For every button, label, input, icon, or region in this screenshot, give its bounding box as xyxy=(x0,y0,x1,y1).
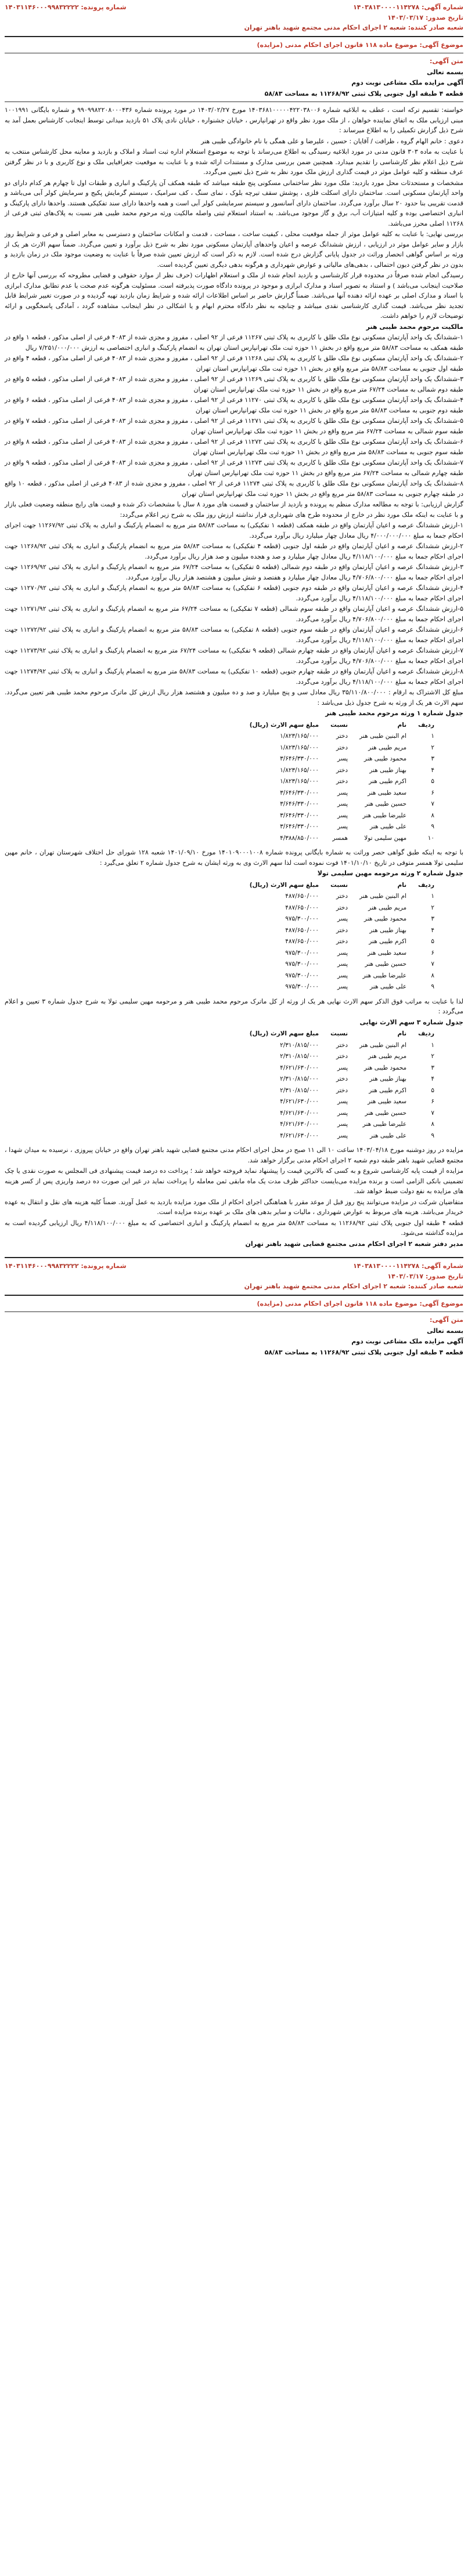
text-label: متن آگهی: xyxy=(430,57,463,65)
closing-paragraph-3: متقاضیان شرکت در مزایده می‌توانند پنج روز قبل از موعد مقرر با هماهنگی اجرای احکام از ملک مورد مزایده بازدید به عمل آورند. ضمناً کلیه هزینه های نقل و انتقال به عهده خریدار می‌باشد. هزینه های مربوط به عوارض شهرداری ، مالیات و سایر بدهی های ملک بر عهده برنده مزایده است. xyxy=(5,1198,463,1216)
table-cell: ۱ xyxy=(431,733,434,740)
col-header: نسبت xyxy=(330,721,348,729)
table-cell: دختر xyxy=(336,1053,348,1060)
table-cell: مریم طیبی هنر xyxy=(368,1053,407,1060)
issuer-value: شعبه ۲ اجرای احکام مدنی مجتمع شهید باهنر تهران xyxy=(244,24,406,31)
closing-paragraph-4: قطعه ۴ طبقه اول جنوبی پلاک ثبتی ۱۱۲۶۸/۹۲ به مساحت ۵۸/۸۳ متر مربع به انضمام پارکینگ و انباری اختصاصی که به مبلغ ۴/۱۱۸/۱۰۰/۰۰۰ ریال ارزیابی گردیده است به مزایده گذاشته می‌شود. xyxy=(5,1219,463,1237)
heirs-table-2 xyxy=(244,880,440,993)
table-cell: مریم طیبی هنر xyxy=(368,904,407,911)
closing-paragraph-1: مزایده در روز دوشنبه مورخ ۱۴۰۳/۰۴/۱۸ ساعت ۱۰ الی ۱۱ صبح در محل اجرای احکام مدنی مجتمع قضایی شهید باهنر تهران واقع در خیابان پیروزی ، نرسیده به میدان شهدا ، مجتمع قضایی شهید باهنر طبقه دوم شعبه ۲ اجرای احکام مدنی برگزار خواهد شد. xyxy=(5,1146,463,1164)
table3-title: جدول شماره ۳ سهم الارث نهایی xyxy=(359,1018,463,1026)
table-cell: دختر xyxy=(336,938,348,945)
footer-case-number-label: شماره پرونده: xyxy=(81,1262,127,1270)
valuation-item: ۶-ارزش ششدانگ عرصه و اعیان آپارتمان واقع در طبقه سوم جنوبی (قطعه ۸ تفکیکی) به مساحت ۵۸/۸۳ متر مربع به انضمام پارکینگ و انباری به پلاک ثبتی ۱۱۲۷۲/۹۲ جهت اجرای احکام جمعا به مبلغ ۴/۱۱۸/۱۰۰/۰۰۰ ریال برآورد می‌گردد. xyxy=(5,626,464,644)
table-row xyxy=(244,731,440,742)
valuation-item: ۳-ارزش ششدانگ عرصه و اعیان آپارتمان واقع در طبقه دوم شمالی (قطعه ۵ تفکیکی) به مساحت ۶۷/۲۴ متر مربع به انضمام پارکینگ و انباری به پلاک ثبتی ۱۱۲۶۹/۹۲ جهت اجرای احکام جمعا به مبلغ ۴/۷۰۶/۸۰۰/۰۰۰ ریال معادل چهار میلیارد و هفتصد و شش میلیون و هشتصد هزار ریال برآورد می‌گردد. xyxy=(5,563,463,581)
estate-note: مبلغ کل الاشتراک به ارقام : ۳۵/۱۱۰/۸۰۰/۰۰۰ ریال معادل سی و پنج میلیارد و صد و ده میلیون و هشتصد هزار ریال ارزش کل ماترک مرحوم محمد طیبی هنر تعیین می‌گردد. سهم الارث هر یک از ورثه به شرح جدول ذیل می‌باشد : xyxy=(5,689,464,707)
table-row xyxy=(244,1119,440,1131)
table-cell: اکرم طیبی هنر xyxy=(369,1086,407,1094)
table2-body xyxy=(244,891,440,993)
footer-topic-divider xyxy=(5,1311,463,1312)
issue-date-row xyxy=(5,13,463,23)
table-row xyxy=(244,833,440,845)
valuation-item: ۷-ارزش ششدانگ عرصه و اعیان آپارتمان واقع در طبقه چهارم شمالی (قطعه ۹ تفکیکی) به مساحت ۶۷/۲۴ متر مربع به انضمام پارکینگ و انباری به پلاک ثبتی ۱۱۲۷۳/۹۲ جهت اجرای احکام جمعا به مبلغ ۴/۷۰۶/۸۰۰/۰۰۰ ریال برآورد می‌گردد. xyxy=(5,647,463,665)
footer-ad-number-label: شماره آگهی: xyxy=(422,1262,463,1270)
table-cell: ۸ xyxy=(431,1121,434,1128)
heirs-table-3 xyxy=(244,1028,440,1142)
table-cell: بهناز طیبی هنر xyxy=(369,1075,407,1082)
table-row xyxy=(244,788,440,799)
table-cell: پسر xyxy=(337,1064,348,1071)
table-cell: دختر xyxy=(336,733,348,740)
footer-divider xyxy=(5,1257,463,1258)
table-cell: ۱/۸۲۳/۱۶۵/۰۰۰ xyxy=(280,744,319,751)
table-cell: اکرم طیبی هنر xyxy=(369,778,407,785)
table-cell: ۹۷۵/۳۰۰/۰۰۰ xyxy=(285,983,319,990)
table-row xyxy=(244,742,440,754)
issuer-row xyxy=(5,23,463,33)
table-cell: علی طیبی هنر xyxy=(369,983,407,990)
footer-ad-number-row xyxy=(5,1261,463,1271)
table-row xyxy=(244,1085,440,1097)
table-row xyxy=(244,1051,440,1063)
issue-date-label: تاریخ صدور: xyxy=(425,13,463,21)
table-cell: ۴/۶۲۱/۶۳۰/۰۰۰ xyxy=(280,1121,319,1128)
table-cell: محمود طیبی هنر xyxy=(363,1064,407,1071)
col-header: ردیف xyxy=(418,721,434,729)
table-header-row xyxy=(244,720,440,731)
table-cell: ۲/۳۱۰/۸۱۵/۰۰۰ xyxy=(280,1041,319,1049)
table-row xyxy=(244,1096,440,1108)
table-cell: ۳/۶۴۶/۳۳۰/۰۰۰ xyxy=(280,811,319,819)
table-cell: ۲ xyxy=(431,744,434,751)
footer-issuer-label: شعبه صادر کننده: xyxy=(408,1282,463,1290)
unit-item: ۵-ششدانگ یک واحد آپارتمان مسکونی نوع ملک طلق با کاربری به پلاک ثبتی ۱۱۲۷۱ فرعی از ۹۲ اصلی ، مفروز و مجزی شده از ۴۰۸۳ فرعی از اصلی مذکور ، قطعه ۷ واقع در طبقه سوم شمالی به مساحت ۶۷/۲۴ متر مربع واقع در بخش ۱۱ حوزه ثبت ملک تهرانپارس استان تهران xyxy=(5,417,463,435)
footer-bism: بسمه تعالی xyxy=(427,1327,463,1335)
table-cell: ۳/۶۴۶/۳۳۰/۰۰۰ xyxy=(280,823,319,830)
table-cell: ۳/۶۴۶/۳۳۰/۰۰۰ xyxy=(280,755,319,762)
table-cell: علی طیبی هنر xyxy=(369,1132,407,1139)
table-cell: سعید طیبی هنر xyxy=(367,789,407,796)
table-cell: مهین سلیمی تولا xyxy=(364,834,407,842)
table-row xyxy=(244,1131,440,1142)
report-paragraph-1: با عنایت به ماده ۳۰۳ قانون مدنی در مورد ابلاغیه رسیدگی به اطلاع می‌رساند با توجه به موضوع استعلام اداره ثبت اسناد و املاک و بازدید و معاینه محل کارشناس منتخب به شرح ذیل اعلام نظر کارشناسی را تقدیم میدارد. همچنین ضمن بررسی مدارک و مستندات ارائه شده و با عنایت به موقعیت جغرافیایی ملک و نوع کاربری و با در نظر گرفتن عرف منطقه و کلیه عوامل موثر در قیمت گذاری ارزش ملک مورد نظر به شرح ذیل تعیین می‌گردد. xyxy=(5,148,463,176)
table-cell: حسین طیبی هنر xyxy=(365,961,407,968)
table-cell: ۴ xyxy=(431,766,434,774)
notice-subtitle: قطعه ۴ طبقه اول جنوبی پلاک ثبتی ۱۱۲۶۸/۹۲ به مساحت ۵۸/۸۳ xyxy=(264,89,463,97)
unit-item: ۱-ششدانگ یک واحد آپارتمان مسکونی نوع ملک طلق با کاربری به پلاک ثبتی ۱۱۲۶۷ فرعی از ۹۲ اصلی ، مفروز و مجزی شده از ۴۰۸۳ فرعی از اصلی مذکور ، قطعه ۱ واقع در طبقه همکف به مساحت ۵۸/۸۳ متر مربع واقع در بخش ۱۱ حوزه ثبت ملک تهرانپارس استان تهران به انضمام پارکینگ و انباری اختصاصی به ارزش ۷/۲۵۱/۰۰۰/۰۰۰ ریال xyxy=(5,334,463,352)
table-cell: پسر xyxy=(337,800,348,807)
parties-list: دعوی : خانم الهام گروه ، ظرافت / آقایان : حسین ، علیرضا و علی همگی با نام خانوادگی طیبی هنر xyxy=(201,137,463,145)
table-cell: ۱/۸۲۳/۱۶۵/۰۰۰ xyxy=(280,766,319,774)
valuation-intro: گزارش ارزیابی: با توجه به مطالعه مدارک منظم به پرونده و بازدید از ساختمان و قسمت های مورد ۸ سال با مشخصات ذکر شده و قیمت های رایج منطقه وضعیت فعلی بازار و با عنایت به اینکه ملک مورد نظر در خارج از محدوده طرح های شهرداری قرار نداشته ارزش روز ملک به شرح زیر اعلام می‌گردد: xyxy=(5,501,463,519)
col-header: مبلغ سهم الارث (ریال) xyxy=(249,881,319,889)
col-header: نام xyxy=(397,1030,407,1037)
table-cell: ۵ xyxy=(431,778,434,785)
issuer-label: شعبه صادر کننده: xyxy=(408,24,463,31)
table-cell: دختر xyxy=(336,1086,348,1094)
table-row xyxy=(244,948,440,959)
table-cell: ۱۰ xyxy=(427,834,434,842)
table-cell: دختر xyxy=(336,778,348,785)
table-row xyxy=(244,810,440,822)
table-cell: ام البنین طیبی هنر xyxy=(359,1041,407,1049)
table-cell: ۴ xyxy=(431,926,434,934)
table1-body xyxy=(244,731,440,844)
footer-subtitle: قطعه ۴ طبقه اول جنوبی پلاک ثبتی ۱۱۲۶۸/۹۲ به مساحت ۵۸/۸۳ xyxy=(264,1348,463,1356)
table-row xyxy=(244,1074,440,1085)
table-cell: ۷ xyxy=(431,961,434,968)
table-cell: ۳ xyxy=(431,915,434,922)
table-cell: دختر xyxy=(336,1041,348,1049)
table-cell: پسر xyxy=(337,789,348,796)
table-cell: پسر xyxy=(337,972,348,979)
ad-number-row xyxy=(5,2,463,13)
topic-line: موضوع آگهی: موضوع ماده ۱۱۸ قانون اجرای احکام مدنی (مزایده) xyxy=(257,41,463,49)
table-cell: اکرم طیبی هنر xyxy=(369,938,407,945)
header-divider xyxy=(5,36,463,37)
table-cell: سعید طیبی هنر xyxy=(367,949,407,957)
table-header-row xyxy=(244,1028,440,1040)
table-cell: ۲ xyxy=(431,1053,434,1060)
table-cell: پسر xyxy=(337,823,348,830)
table-row xyxy=(244,1040,440,1052)
table-cell: پسر xyxy=(337,949,348,957)
valuations-list xyxy=(5,520,463,687)
heirs-intro: مالکیت مرحوم محمد طیبی هنر xyxy=(366,323,463,331)
col-header: مبلغ سهم الارث (ریال) xyxy=(249,721,319,729)
table-cell: ۴۸۷/۶۵۰/۰۰۰ xyxy=(285,904,319,911)
table-cell: ۸ xyxy=(431,972,434,979)
table-cell: ۶ xyxy=(431,789,434,796)
table-cell: ۱ xyxy=(431,1041,434,1049)
table-cell: پسر xyxy=(337,983,348,990)
table-cell: دختر xyxy=(336,926,348,934)
table-row xyxy=(244,903,440,914)
table-cell: ۲/۳۱۰/۸۱۵/۰۰۰ xyxy=(280,1075,319,1082)
table-cell: ۹ xyxy=(431,823,434,830)
table-cell: ۹۷۵/۳۰۰/۰۰۰ xyxy=(285,961,319,968)
table-row xyxy=(244,925,440,937)
table-cell: ۵ xyxy=(431,938,434,945)
table-row xyxy=(244,821,440,833)
ad-number-label: شماره آگهی: xyxy=(422,3,463,11)
issue-date-value: ۱۴۰۳/۰۳/۱۷ xyxy=(387,13,424,21)
table-cell: ۳ xyxy=(431,755,434,762)
table-row xyxy=(244,799,440,810)
table-row xyxy=(244,776,440,788)
table-cell: پسر xyxy=(337,1098,348,1105)
table-row xyxy=(244,1108,440,1119)
table-cell: ۹۷۵/۳۰۰/۰۰۰ xyxy=(285,972,319,979)
table2-title: جدول شماره ۲ ورثه مرحومه مهین سلیمی تولا xyxy=(317,869,463,877)
valuation-item: ۴-ارزش ششدانگ عرصه و اعیان آپارتمان واقع در طبقه دوم جنوبی (قطعه ۶ تفکیکی) به مساحت ۵۸/۸۳ متر مربع به انضمام پارکینگ و انباری به پلاک ثبتی ۱۱۲۷۰/۹۲ جهت اجرای احکام جمعا به مبلغ ۴/۱۱۸/۱۰۰/۰۰۰ ریال برآورد می‌گردد. xyxy=(5,584,463,602)
table-cell: بهناز طیبی هنر xyxy=(369,926,407,934)
table-row xyxy=(244,1063,440,1074)
table-row xyxy=(244,981,440,993)
unit-item: ۳-ششدانگ یک واحد آپارتمان مسکونی نوع ملک طلق با کاربری به پلاک ثبتی ۱۱۲۶۹ فرعی از ۹۲ اصلی ، مفروز و مجزی شده از ۴۰۸۳ فرعی از اصلی مذکور ، قطعه ۵ واقع در طبقه دوم شمالی به مساحت ۶۷/۲۴ متر مربع واقع در بخش ۱۱ حوزه ثبت ملک تهرانپارس استان تهران xyxy=(5,375,463,393)
table-cell: ۴۸۷/۶۵۰/۰۰۰ xyxy=(285,893,319,900)
table-cell: دختر xyxy=(336,766,348,774)
table-cell: ۷ xyxy=(431,1109,434,1117)
table-cell: پسر xyxy=(337,755,348,762)
col-header: نام xyxy=(397,721,407,729)
valuation-item: ۱-ارزش ششدانگ عرصه و اعیان آپارتمان واقع در طبقه همکف (قطعه ۱ تفکیکی) به مساحت ۵۸/۸۳ متر مربع به انضمام پارکینگ و انباری به پلاک ثبتی ۱۱۲۶۷/۹۲ جهت اجرای احکام جمعا به مبلغ ۴/۰۰۰/۰۰۰/۰۰۰ ریال معادل چهار میلیارد ریال برآورد می‌گردد. xyxy=(5,521,463,539)
footer-ad-number-value: ۱۴۰۳۸۱۳۰۰۰۰۱۱۴۲۷۸ xyxy=(353,1262,420,1270)
table-row xyxy=(244,914,440,925)
summary-note: لذا با عنایت به مراتب فوق الذکر سهم الارث نهایی هر یک از ورثه از کل ماترک مرحوم محمد طیبی هنر و مرحومه مهین سلیمی تولا به شرح جدول شماره ۳ تعیین و اعلام می‌گردد : xyxy=(5,997,463,1015)
footer-issue-date-value: ۱۴۰۳/۰۳/۱۷ xyxy=(387,1272,424,1280)
table-cell: علی طیبی هنر xyxy=(369,823,407,830)
table-cell: ۴/۶۲۱/۶۳۰/۰۰۰ xyxy=(280,1098,319,1105)
table-cell: پسر xyxy=(337,1121,348,1128)
table-cell: علیرضا طیبی هنر xyxy=(362,811,407,819)
table-cell: سعید طیبی هنر xyxy=(367,1098,407,1105)
footer-title: آگهی مزایده ملک مشاعی نوبت دوم xyxy=(351,1338,463,1345)
table-cell: ۳ xyxy=(431,1064,434,1071)
table-cell: ۶ xyxy=(431,949,434,957)
table-cell: ۹ xyxy=(431,983,434,990)
report-paragraph-3: بررسی نهایی: با عنایت به کلیه عوامل موثر از جمله موقعیت محلی ، کیفیت ساخت ، مساحت ، قدمت و امکانات ساختمان و دسترسی به معابر اصلی و فرعی و شرایط روز بازار و سایر عوامل موثر در ارزیابی ، ارزش ششدانگ عرصه و اعیان واحدهای آپارتمان مسکونی مورد نظر به شرح ذیل برآورد و تعیین می‌گردد. ضمناً سهم الارث هر یک از ورثه بر اساس گواهی انحصار وراثت در جدول پایانی گزارش درج شده است. لازم به ذکر است که ارزش تعیین شده صرفاً با عنایت به وضعیت موجود ملک در زمان بازدید و بدون در نظر گرفتن دیون احتمالی ، بدهی‌های مالیاتی و عوارض شهرداری و هرگونه بدهی دیگری تعیین گردیده است. xyxy=(5,230,463,269)
footer-topic-line: موضوع آگهی: موضوع ماده ۱۱۸ قانون اجرای احکام مدنی (مزایده) xyxy=(257,1299,463,1307)
table-row xyxy=(244,959,440,970)
table-cell: دختر xyxy=(336,1075,348,1082)
table-cell: پسر xyxy=(337,1109,348,1117)
table-row xyxy=(244,970,440,982)
table-cell: بهناز طیبی هنر xyxy=(369,766,407,774)
valuation-item: ۲-ارزش ششدانگ عرصه و اعیان آپارتمان واقع در طبقه اول جنوبی (قطعه ۴ تفکیکی) به مساحت ۵۸/۸۳ متر مربع به انضمام پارکینگ و انباری به پلاک ثبتی ۱۱۲۶۸/۹۲ جهت اجرای احکام جمعا به مبلغ ۴/۱۱۸/۱۰۰/۰۰۰ ریال معادل چهار میلیارد و صد و هجده میلیون و صد هزار ریال برآورد می‌گردد. xyxy=(5,542,464,560)
table-cell: پسر xyxy=(337,961,348,968)
table-cell: علیرضا طیبی هنر xyxy=(362,1121,407,1128)
bism: بسمه تعالی xyxy=(427,68,463,76)
table-cell: ۹۷۵/۳۰۰/۰۰۰ xyxy=(285,915,319,922)
table-cell: ۱ xyxy=(431,893,434,900)
table-cell: مریم طیبی هنر xyxy=(368,744,407,751)
footer-issue-date-label: تاریخ صدور: xyxy=(425,1272,463,1280)
table-cell: ۴/۶۲۱/۶۳۰/۰۰۰ xyxy=(280,1064,319,1071)
table1-title: جدول شماره ۱ ورثه مرحوم محمد طیبی هنر xyxy=(325,709,463,717)
unit-item: ۲-ششدانگ یک واحد آپارتمان مسکونی نوع ملک طلق با کاربری به پلاک ثبتی ۱۱۲۶۸ فرعی از ۹۲ اصلی ، مفروز و مجزی شده از ۴۰۸۳ فرعی از اصلی مذکور ، قطعه ۴ واقع در طبقه اول جنوبی به مساحت ۵۸/۸۳ متر مربع واقع در بخش ۱۱ حوزه ثبت ملک تهرانپارس استان تهران xyxy=(5,354,463,372)
table3-body xyxy=(244,1040,440,1142)
heirs-table-1 xyxy=(244,720,440,845)
table-cell: پسر xyxy=(337,811,348,819)
case-number-label: شماره پرونده: xyxy=(81,3,127,11)
footer-header-divider xyxy=(5,1295,463,1296)
unit-item: ۷-ششدانگ یک واحد آپارتمان مسکونی نوع ملک طلق با کاربری به پلاک ثبتی ۱۱۲۷۳ فرعی از ۹۲ اصلی ، مفروز و مجزی شده از ۴۰۸۳ فرعی از اصلی مذکور ، قطعه ۹ واقع در طبقه چهارم شمالی به مساحت ۶۷/۲۴ متر مربع واقع در بخش ۱۱ حوزه ثبت ملک تهرانپارس استان تهران xyxy=(5,459,463,477)
inheritance-note: با توجه به اینکه طبق گواهی حصر وراثت به شماره بایگانی پرونده شماره ۱۴۰۱۰۹۰۰۰۱۰۰۸ مورخ ۱۴۰۱/۰۹/۱۰ شعبه ۱۲۸ شورای حل اختلاف شهرستان تهران ، خانم مهین سلیمی تولا همسر متوفی در تاریخ ۱۴۰۱/۱۰/۱۰ فوت نموده است لذا سهم الارث وی به ورثه ایشان به شرح جدول شماره ۲ تعلق می‌گیرد : xyxy=(5,849,464,867)
col-header: ردیف xyxy=(418,881,434,889)
footer-text-label: متن آگهی: xyxy=(430,1316,463,1324)
table-cell: دختر xyxy=(336,904,348,911)
table-cell: همسر xyxy=(332,834,348,842)
unit-item: ۶-ششدانگ یک واحد آپارتمان مسکونی نوع ملک طلق با کاربری به پلاک ثبتی ۱۱۲۷۲ فرعی از ۹۲ اصلی ، مفروز و مجزی شده از ۴۰۸۳ فرعی از اصلی مذکور ، قطعه ۸ واقع در طبقه سوم جنوبی به مساحت ۵۸/۸۳ متر مربع واقع در بخش ۱۱ حوزه ثبت ملک تهرانپارس استان تهران xyxy=(5,438,463,456)
table-row xyxy=(244,936,440,948)
table-cell: دختر xyxy=(336,893,348,900)
table-cell: ۵ xyxy=(431,1086,434,1094)
table-row xyxy=(244,753,440,765)
table-cell: ۹ xyxy=(431,1132,434,1139)
table-cell: ام البنین طیبی هنر xyxy=(359,733,407,740)
footer-issuer-row xyxy=(5,1281,463,1292)
col-header: نام xyxy=(397,881,407,889)
table-cell: ۴/۶۲۱/۶۳۰/۰۰۰ xyxy=(280,1132,319,1139)
table-cell: ۴۸۷/۶۵۰/۰۰۰ xyxy=(285,938,319,945)
unit-item: ۸-ششدانگ یک واحد آپارتمان مسکونی نوع ملک طلق با کاربری به پلاک ثبتی ۱۱۲۷۴ فرعی از ۹۲ اصلی ، مفروز و مجزی شده از ۴۰۸۳ فرعی از اصلی مذکور ، قطعه ۱۰ واقع در طبقه چهارم جنوبی به مساحت ۵۸/۸۳ متر مربع واقع در بخش ۱۱ حوزه ثبت ملک تهرانپارس استان تهران xyxy=(5,480,463,498)
table-cell: ۴/۳۸۸/۸۵۰/۰۰۰ xyxy=(280,834,319,842)
col-header: نسبت xyxy=(330,881,348,889)
table-cell: ۷ xyxy=(431,800,434,807)
table-cell: ۸ xyxy=(431,811,434,819)
table-cell: دختر xyxy=(336,744,348,751)
table-header-row xyxy=(244,880,440,892)
table-cell: ۱/۸۲۳/۱۶۵/۰۰۰ xyxy=(280,778,319,785)
table-cell: محمود طیبی هنر xyxy=(363,755,407,762)
table-cell: پسر xyxy=(337,915,348,922)
table-cell: ۲ xyxy=(431,904,434,911)
valuation-item: ۸-ارزش ششدانگ عرصه و اعیان آپارتمان واقع در طبقه چهارم جنوبی (قطعه ۱۰ تفکیکی) به مساحت ۵۸/۸۳ متر مربع به انضمام پارکینگ و انباری به پلاک ثبتی ۱۱۲۷۴/۹۲ جهت اجرای احکام جمعا به مبلغ ۴/۱۱۸/۱۰۰/۰۰۰ ریال برآورد می‌گردد. xyxy=(5,668,463,686)
report-paragraph-2: مشخصات و مستحدثات محل مورد بازدید: ملک مورد نظر ساختمانی مسکونی پنج طبقه میباشد که طبقه همکف آن پارکینگ و انباری و طبقات اول تا چهارم هر کدام دارای دو واحد آپارتمان مسکونی است. ساختمان دارای اسکلت فلزی ، پوشش سقف تیرچه بلوک ، نمای سنگ ، کف سرامیک ، سیستم گرمایش پکیج و سرمایش کولر آبی می‌باشد و قدمت تقریبی بنا حدود ۲۰ سال برآورد می‌گردد. ساختمان دارای آسانسور و سیستم سرمایشی کولر آبی است و همه واحدها دارای سند تفکیکی هستند. واحدها دارای پارکینگ و انباری اختصاصی بوده و کلیه امتیازات آب، برق و گاز موجود می‌باشد. به استناد استعلام ثبتی واصله مالکیت ورثه مرحوم محمد طیبی هنر نسبت به پلاک‌های ثبتی فرعی از ۱۱۲۶۸ اصلی محرز می‌باشد. xyxy=(5,179,463,227)
ad-number-value: ۱۴۰۳۸۱۳۰۰۰۰۱۱۴۲۷۸ xyxy=(353,3,420,11)
table-cell: ۶ xyxy=(431,1098,434,1105)
table-row xyxy=(244,765,440,777)
unit-item: ۴-ششدانگ یک واحد آپارتمان مسکونی نوع ملک طلق با کاربری به پلاک ثبتی ۱۱۲۷۰ فرعی از ۹۲ اصلی ، مفروز و مجزی شده از ۴۰۸۳ فرعی از اصلی مذکور ، قطعه ۶ واقع در طبقه دوم جنوبی به مساحت ۵۸/۸۳ متر مربع واقع در بخش ۱۱ حوزه ثبت ملک تهرانپارس استان تهران xyxy=(5,396,463,414)
units-list xyxy=(5,332,463,499)
table-cell: علیرضا طیبی هنر xyxy=(362,972,407,979)
table-cell: ۲/۳۱۰/۸۱۵/۰۰۰ xyxy=(280,1053,319,1060)
table-cell: ۴/۶۲۱/۶۳۰/۰۰۰ xyxy=(280,1109,319,1117)
table-cell: ۲/۳۱۰/۸۱۵/۰۰۰ xyxy=(280,1086,319,1094)
footer-issuer-value: شعبه ۲ اجرای احکام مدنی مجتمع شهید باهنر تهران xyxy=(244,1282,406,1290)
col-header: مبلغ سهم الارث (ریال) xyxy=(249,1030,319,1037)
valuation-item: ۵-ارزش ششدانگ عرصه و اعیان آپارتمان واقع در طبقه سوم شمالی (قطعه ۷ تفکیکی) به مساحت ۶۷/۲۴ متر مربع به انضمام پارکینگ و انباری به پلاک ثبتی ۱۱۲۷۱/۹۲ جهت اجرای احکام جمعا به مبلغ ۴/۷۰۶/۸۰۰/۰۰۰ ریال برآورد می‌گردد. xyxy=(5,605,463,623)
parties-paragraph: خواسته: تقسیم ترکه است ، عطف به ابلاغیه شماره ۱۴۰۳۶۸۱۰۰۰۰۰۴۲۲۰۳۸۰۰۶ مورخ ۱۴۰۳/۰۲/۲۷ در مورد پرونده شماره ۹۹۰۹۹۸۲۲۰۸۰۰۰۴۳۶ و شماره بایگانی ۱۰۰۱۹۹۱ مبنی ارزیابی ملک به اتفاق نماینده خواهان ، از ملک مورد نظر واقع در تهرانپارس ، خیابان جشنواره ، خیابان نادی پلاک ۵۱ بازدید میدانی توسط اینجانب کارشناس بعمل آمد به شرح ذیل گزارش تکمیلی را به اطلاع میرساند : xyxy=(5,106,464,134)
footer-case-number-value: ۱۴۰۳۱۱۴۶۰۰۰۹۹۸۳۲۲۲۲ xyxy=(5,1262,79,1270)
closing-paragraph-2: مزایده از قیمت پایه کارشناسی شروع و به کسی که بالاترین قیمت را پیشنهاد نماید فروخته خواهد شد ؛ پرداخت ده درصد قیمت پیشنهادی فی المجلس به صورت نقدی یا چک تضمینی بانکی الزامی است و برنده مزایده می‌بایست حداکثر ظرف مدت یک ماه مابقی ثمن معامله را پرداخت نماید در غیر این صورت ده درصد واریزی پس از کسر هزینه های مزایده به نفع دولت ضبط خواهد شد. xyxy=(5,1167,463,1195)
signature-line: مدیر دفتر شعبه ۲ اجرای احکام مدنی مجتمع قضایی شهید باهنر تهران xyxy=(245,1240,463,1248)
table-cell: پسر xyxy=(337,1132,348,1139)
table-cell: حسین طیبی هنر xyxy=(365,1109,407,1117)
table-cell: محمود طیبی هنر xyxy=(363,915,407,922)
table-cell: ۴ xyxy=(431,1075,434,1082)
footer-issue-date-row xyxy=(5,1271,463,1282)
table-cell: ۹۷۵/۳۰۰/۰۰۰ xyxy=(285,949,319,957)
report-paragraph-4: رسیدگی انجام شده صرفاً در محدوده قرار کارشناسی و بازدید انجام شده از ملک و استعلام اظهارات (حرف نظر از موارد حقوقی و قضایی مطروحه که بررسی آنها خارج از صلاحیت اینجانب می‌باشد ) و استناد به تصویر اسناد و مدارک ابرازی و موجود در پرونده دادگاه صورت پذیرفته است. مسئولیت هرگونه عدم صحت یا عدم تطابق مدارک ابرازی با اسناد و مدارک اصلی بر عهده ارائه دهنده آنها می‌باشد. ضمناً گزارش حاضر بر اساس اطلاعات ارائه شده و شرایط زمان بازدید تهیه گردیده و در صورت تغییر شرایط قابل تجدید نظر می‌باشد. قیمت گذاری کارشناسی نقدی میباشد و چنانچه به نظر دادگاه محترم ابهام و یا اشکالی در نظر اینجانب مشاهده گردد ، آمادگی پاسخگویی و ارائه توضیحات لازم را خواهم داشت. xyxy=(5,271,463,320)
table-cell: ۳/۶۴۶/۳۳۰/۰۰۰ xyxy=(280,789,319,796)
table-cell: ۴۸۷/۶۵۰/۰۰۰ xyxy=(285,926,319,934)
col-header: نسبت xyxy=(330,1030,348,1037)
table-cell: ۳/۶۴۶/۳۳۰/۰۰۰ xyxy=(280,800,319,807)
col-header: ردیف xyxy=(418,1030,434,1037)
table-cell: ۱/۸۲۳/۱۶۵/۰۰۰ xyxy=(280,733,319,740)
case-number-value: ۱۴۰۳۱۱۴۶۰۰۰۹۹۸۳۲۲۲۲ xyxy=(5,3,79,11)
table-cell: حسین طیبی هنر xyxy=(365,800,407,807)
table-cell: ام البنین طیبی هنر xyxy=(359,893,407,900)
notice-title: آگهی مزایده ملک مشاعی نوبت دوم xyxy=(351,79,463,86)
table-row xyxy=(244,891,440,903)
